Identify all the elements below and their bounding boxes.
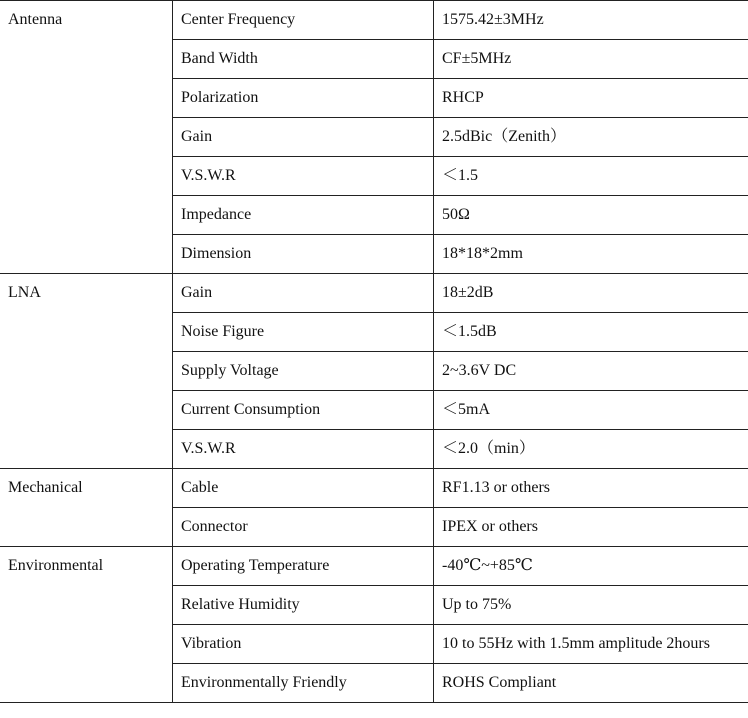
value-cell: 2~3.6V DC (434, 352, 748, 391)
parameter-cell: Cable (173, 469, 434, 508)
parameter-cell: V.S.W.R (173, 157, 434, 196)
category-environmental: Environmental (0, 547, 173, 703)
table-row (0, 1, 748, 40)
parameter-cell: Center Frequency (173, 1, 434, 40)
value-cell: RHCP (434, 79, 748, 118)
value-cell: IPEX or others (434, 508, 748, 547)
table-row (0, 274, 748, 313)
parameter-cell: Relative Humidity (173, 586, 434, 625)
category-antenna: Antenna (0, 1, 173, 274)
parameter-cell: Noise Figure (173, 313, 434, 352)
parameter-cell: Environmentally Friendly (173, 664, 434, 703)
category-mechanical: Mechanical (0, 469, 173, 547)
parameter-cell: Impedance (173, 196, 434, 235)
table-row (0, 547, 748, 586)
value-cell: 2.5dBic（Zenith） (434, 118, 748, 157)
value-cell: 10 to 55Hz with 1.5mm amplitude 2hours (434, 625, 748, 664)
value-cell: 50Ω (434, 196, 748, 235)
parameter-cell: Gain (173, 118, 434, 157)
parameter-cell: Current Consumption (173, 391, 434, 430)
parameter-cell: Polarization (173, 79, 434, 118)
value-cell: ＜1.5dB (434, 313, 748, 352)
value-cell: Up to 75% (434, 586, 748, 625)
value-cell: ＜5mA (434, 391, 748, 430)
parameter-cell: Operating Temperature (173, 547, 434, 586)
value-cell: RF1.13 or others (434, 469, 748, 508)
parameter-cell: Band Width (173, 40, 434, 79)
table-row (0, 469, 748, 508)
value-cell: CF±5MHz (434, 40, 748, 79)
value-cell: -40℃~+85℃ (434, 547, 748, 586)
parameter-cell: V.S.W.R (173, 430, 434, 469)
value-cell: ＜1.5 (434, 157, 748, 196)
value-cell: ROHS Compliant (434, 664, 748, 703)
value-cell: 18±2dB (434, 274, 748, 313)
value-cell: 1575.42±3MHz (434, 1, 748, 40)
parameter-cell: Vibration (173, 625, 434, 664)
parameter-cell: Gain (173, 274, 434, 313)
parameter-cell: Connector (173, 508, 434, 547)
parameter-cell: Supply Voltage (173, 352, 434, 391)
value-cell: ＜2.0（min） (434, 430, 748, 469)
value-cell: 18*18*2mm (434, 235, 748, 274)
category-lna: LNA (0, 274, 173, 469)
parameter-cell: Dimension (173, 235, 434, 274)
